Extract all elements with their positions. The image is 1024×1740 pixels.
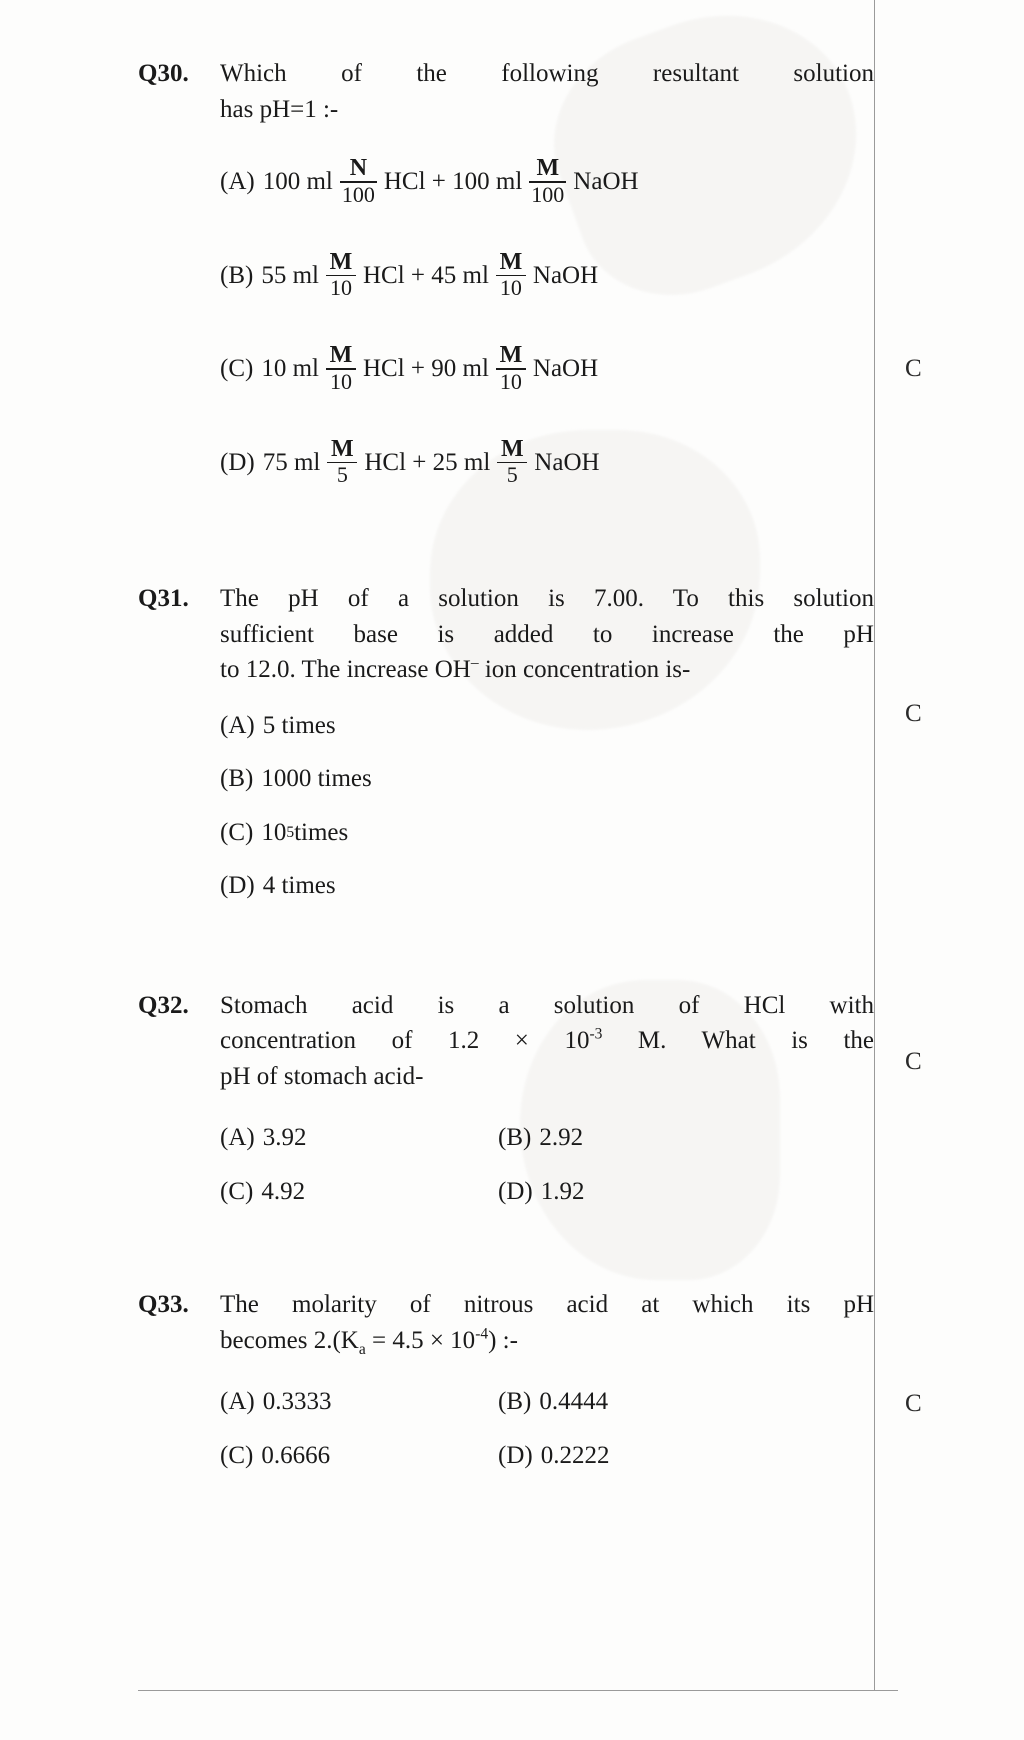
exponent: -3	[589, 1026, 603, 1044]
option-text-tail: times	[294, 818, 349, 846]
question-q32-stem-line1: Stomach acid is a solution of HCl with	[220, 991, 874, 1019]
question-q33-stem-line1: The molarity of nitrous acid at which its pH	[220, 1291, 874, 1319]
question-q33-stem-line2-a: becomes 2.(K	[220, 1326, 359, 1354]
option-text-base: 10	[261, 818, 287, 846]
question-q33-number: Q33.	[138, 1291, 189, 1319]
question-q30-stem-line1: Which of the following resultant solution	[220, 60, 874, 87]
fraction-numerator: M	[499, 248, 523, 275]
fraction-denominator: 5	[506, 462, 518, 488]
question-q30-header	[138, 56, 874, 92]
question-q32-option-b[interactable]	[498, 1120, 798, 1156]
fraction-numerator: M	[331, 435, 354, 462]
option-text: 3.92	[262, 1124, 307, 1152]
option-label: (A)	[220, 1388, 255, 1416]
option-text: 4.92	[261, 1177, 306, 1205]
question-q31-option-d[interactable]	[220, 868, 874, 904]
question-q32-option-c[interactable]	[220, 1174, 498, 1210]
option-text-1: 100 ml	[262, 168, 333, 196]
question-q32-stem-line3: pH of stomach acid-	[220, 1062, 424, 1090]
fraction-m-over-5	[327, 437, 357, 487]
question-q32-number: Q32.	[138, 991, 189, 1019]
question-q31	[138, 581, 874, 904]
question-q33-header	[138, 1287, 874, 1323]
fraction-numerator: M	[499, 342, 523, 369]
question-q31-header	[138, 581, 874, 617]
option-label: (B)	[498, 1388, 532, 1416]
option-label: (C)	[220, 1177, 254, 1205]
option-label: (B)	[220, 261, 254, 289]
question-column	[138, 0, 874, 1473]
fraction-numerator: M	[329, 342, 353, 369]
question-q33-option-d[interactable]	[498, 1438, 798, 1474]
option-text: 0.6666	[261, 1441, 331, 1469]
question-q31-option-a[interactable]	[220, 708, 874, 744]
fraction-numerator: M	[500, 435, 524, 462]
adjacent-column-glyph: C	[905, 1390, 922, 1417]
question-q31-stem-line3	[220, 652, 874, 688]
question-q31-stem-line2: sufficient base is added to increase the pH	[220, 620, 874, 648]
column-divider-rule	[874, 0, 875, 1690]
option-label: (A)	[220, 1124, 255, 1152]
option-text: 0.3333	[262, 1388, 332, 1416]
option-text-2: HCl + 90 ml	[362, 355, 489, 383]
option-label: (A)	[220, 711, 255, 739]
fraction-m-over-10	[326, 250, 356, 300]
fraction-numerator: M	[536, 155, 560, 181]
fraction-m-over-5	[497, 437, 527, 487]
question-q30-option-c[interactable]	[220, 344, 874, 394]
option-label: (C)	[220, 818, 254, 846]
question-q31-stem-line3-a: to 12.0. The increase OH	[220, 656, 471, 684]
question-q32-stem-line2	[220, 1023, 874, 1059]
question-q31-number: Q31.	[138, 585, 189, 613]
option-text: 5 times	[262, 711, 336, 739]
question-q32-options-row1	[220, 1120, 874, 1156]
option-label: (C)	[220, 355, 254, 383]
question-q31-stem-line1: The pH of a solution is 7.00. To this solution	[220, 585, 874, 613]
fraction-n-over-100	[340, 156, 377, 206]
question-q32-option-a[interactable]	[220, 1120, 498, 1156]
fraction-denominator: 5	[336, 462, 348, 488]
fraction-m-over-100	[529, 156, 566, 206]
fraction-denominator: 10	[499, 368, 522, 394]
question-q33-option-c[interactable]	[220, 1438, 498, 1474]
option-label: (D)	[220, 448, 255, 476]
fraction-numerator: M	[329, 248, 353, 275]
question-q33-options-row2	[220, 1438, 874, 1474]
question-q30	[138, 56, 874, 487]
question-q30-option-b[interactable]	[220, 248, 874, 301]
question-q30-option-d[interactable]	[220, 435, 874, 488]
option-label: (D)	[220, 872, 255, 900]
fraction-denominator: 10	[329, 368, 352, 394]
page-bottom-rule	[138, 1690, 898, 1691]
exponent: -4	[475, 1325, 489, 1343]
option-text-3: NaOH	[532, 261, 599, 289]
option-text-1: 75 ml	[262, 448, 321, 476]
fraction-denominator: 100	[531, 181, 565, 207]
option-label: (D)	[498, 1177, 533, 1205]
question-q32-stem-line2-a: concentration of 1.2 × 10	[220, 1027, 590, 1055]
option-text-2: HCl + 25 ml	[364, 448, 491, 476]
question-q33-option-a[interactable]	[220, 1384, 498, 1420]
option-text: 2.92	[539, 1124, 584, 1152]
option-text-1: 55 ml	[261, 261, 319, 289]
fraction-denominator: 10	[329, 275, 352, 301]
adjacent-column-glyph: C	[905, 355, 922, 382]
question-q33	[138, 1287, 874, 1473]
fraction-numerator: N	[349, 155, 368, 181]
fraction-m-over-10	[326, 343, 356, 393]
question-q33-stem-line2-c: ) :-	[488, 1326, 518, 1354]
option-text-3: NaOH	[532, 355, 599, 383]
fraction-m-over-10	[496, 250, 526, 300]
option-label: (B)	[220, 765, 254, 793]
question-q33-options-row1	[220, 1384, 874, 1420]
subscript-a: a	[358, 1340, 366, 1358]
question-q32-option-d[interactable]	[498, 1174, 798, 1210]
question-q31-option-c[interactable]: (C) 10 5 times	[220, 815, 874, 851]
fraction-m-over-10	[496, 343, 526, 393]
question-q30-option-a[interactable]	[220, 157, 874, 207]
adjacent-column-glyph: C	[905, 700, 922, 727]
question-q30-number: Q30.	[138, 60, 189, 87]
option-text-2: HCl + 45 ml	[362, 261, 489, 289]
question-q33-stem-line2-b: = 4.5 × 10	[365, 1326, 476, 1354]
question-q31-stem-line3-b: ion concentration is-	[484, 656, 691, 684]
option-label: (B)	[498, 1124, 532, 1152]
option-text-2: HCl + 100 ml	[383, 168, 523, 196]
question-q32-stem-line2-b: M. What is the	[602, 1027, 874, 1055]
option-label: (A)	[220, 168, 255, 196]
question-q32-header	[138, 988, 874, 1024]
question-q33-option-b[interactable]	[498, 1384, 798, 1420]
minus-superscript: –	[470, 655, 479, 673]
question-q33-stem-line2	[220, 1323, 874, 1359]
option-text-1: 10 ml	[261, 355, 319, 383]
option-text: 0.2222	[540, 1441, 610, 1469]
option-label: (D)	[498, 1441, 533, 1469]
question-q30-stem-line2: has pH=1 :-	[220, 95, 339, 123]
question-q32-options-row2	[220, 1174, 874, 1210]
fraction-denominator: 100	[341, 181, 375, 207]
question-q31-option-b[interactable]	[220, 761, 874, 797]
fraction-denominator: 10	[499, 275, 522, 301]
question-q32	[138, 988, 874, 1210]
adjacent-column-glyph: C	[905, 1048, 922, 1075]
option-label: (C)	[220, 1441, 254, 1469]
option-text: 0.4444	[539, 1388, 609, 1416]
option-text: 1000 times	[261, 765, 372, 793]
option-text: 4 times	[262, 872, 336, 900]
option-text: 1.92	[540, 1177, 585, 1205]
option-text-3: NaOH	[534, 448, 600, 476]
option-text-3: NaOH	[573, 168, 639, 196]
